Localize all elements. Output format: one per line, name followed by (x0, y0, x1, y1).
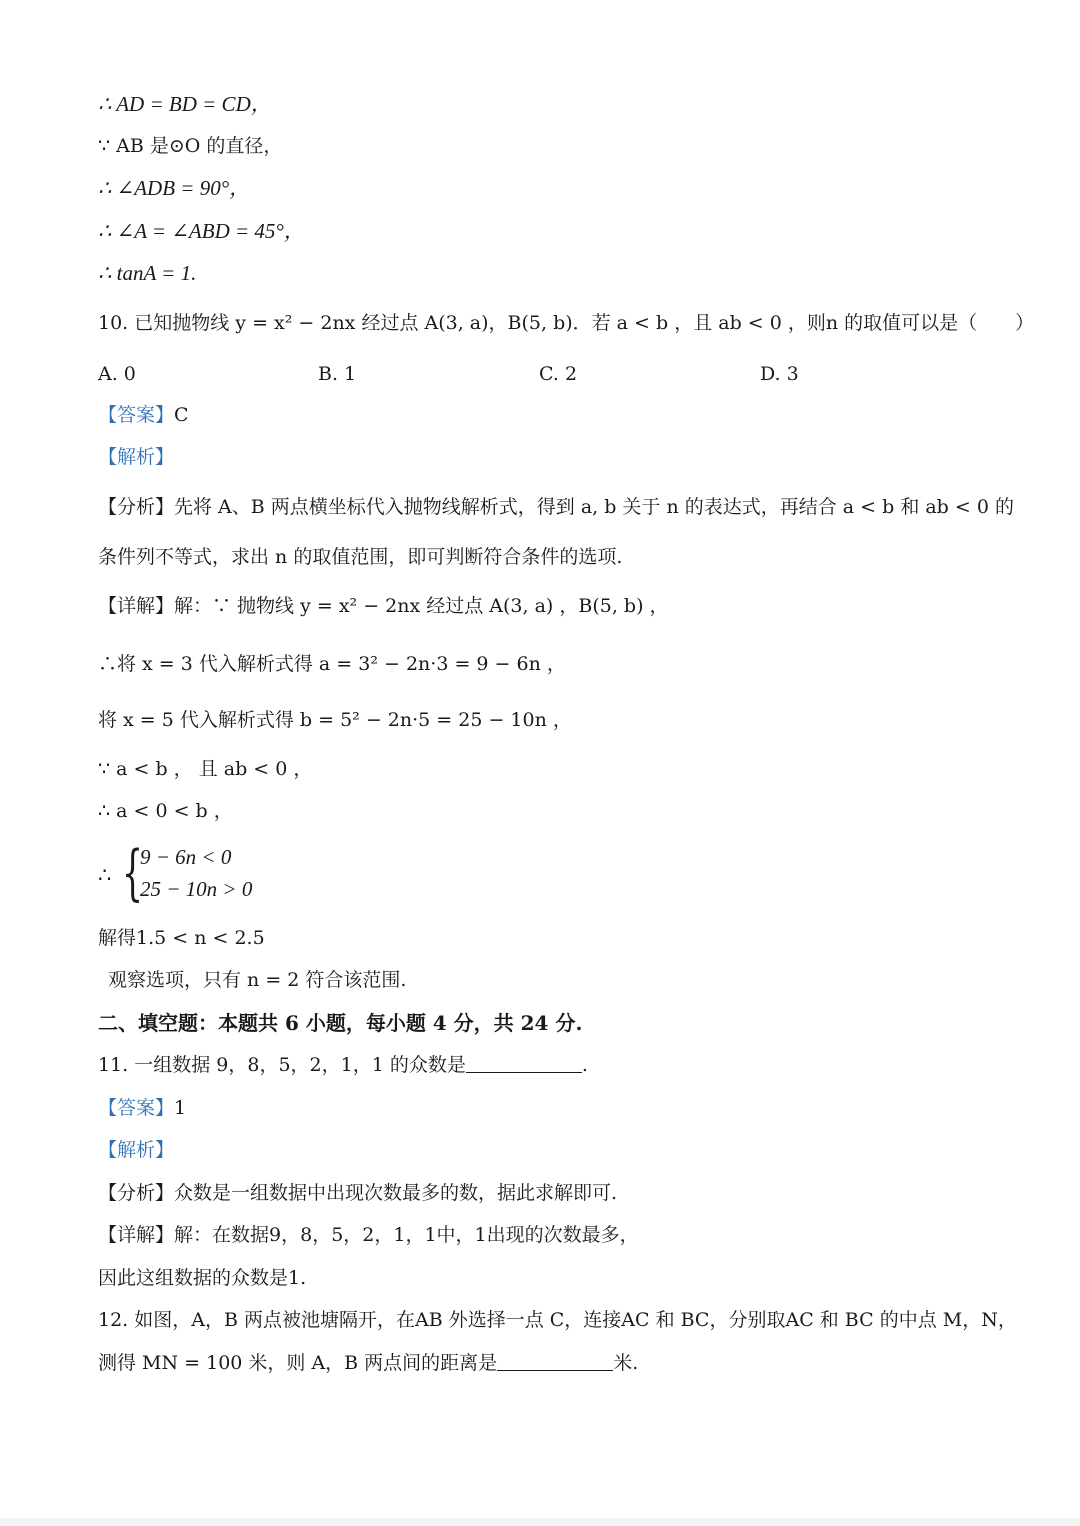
fenxi-tag: 【分析】 (98, 1182, 175, 1204)
q10-step-2: 将 x = 5 代入解析式得 b = 5² − 2n·5 = 25 − 10n ， (98, 709, 572, 731)
q10-answer: C (174, 404, 189, 426)
therefore-symbol: ∴ (98, 863, 112, 887)
q12-stem-row-2 (98, 1351, 638, 1375)
q10-step-1: ∴将 x = 3 代入解析式得 a = 3² − 2n·3 = 9 − 6n ， (98, 653, 566, 675)
q10-fenxi-row (98, 495, 1014, 519)
q11-fenxi-row (98, 1181, 617, 1205)
system-eq-2: 25 − 10n > 0 (140, 877, 253, 901)
q10-option-b: B. 1 (318, 363, 357, 385)
q10-fenxi-line-2: 条件列不等式，求出 n 的取值范围，即可判断符合条件的选项. (98, 546, 623, 568)
q10-xiangjie-row (98, 594, 669, 618)
proof-line-3: ∴ ∠ADB = 90°， (98, 176, 251, 200)
proof-line-2: ∵ AB 是⊙O 的直径， (98, 135, 283, 157)
q10-fenxi-text: 先将 A、B 两点横坐标代入抛物线解析式，得到 a, b 关于 n 的表达式，再结合 a < b 和 ab < 0 的 (174, 496, 1014, 518)
q10-xiangjie-text: 解：∵ 抛物线 y = x² − 2nx 经过点 A(3, a) ，B(5, b) ， (174, 595, 669, 617)
q11-xiangjie-row (98, 1223, 639, 1247)
q11-xiangjie-text: 解：在数据9，8，5，2，1，1中，1出现的次数最多， (174, 1224, 639, 1246)
q11-stem-row (98, 1053, 588, 1077)
answer-blank (497, 1352, 613, 1371)
q11-stem-end: . (581, 1054, 588, 1076)
system-eq-1: 9 − 6n < 0 (140, 845, 232, 869)
q10-option-a: A. 0 (98, 363, 136, 385)
q10-conclusion: 观察选项，只有 n = 2 符合该范围. (108, 969, 407, 991)
q12-stem-1: 12. 如图，A，B 两点被池塘隔开，在AB 外选择一点 C，连接AC 和 BC，分别取AC 和 BC 的中点 M，N， (98, 1309, 1017, 1331)
q11-stem: 11. 一组数据 9，8，5，2，1，1 的众数是 (98, 1054, 466, 1076)
xiangjie-tag: 【详解】 (98, 1224, 175, 1246)
section-2-heading: 二、填空题：本题共 6 小题，每小题 4 分，共 24 分. (98, 1011, 583, 1035)
q10-step-4: ∴ a < 0 < b ， (98, 800, 233, 822)
q11-answer-row (98, 1096, 186, 1120)
q11-analysis-tag: 【解析】 (98, 1139, 175, 1161)
q10-solve: 解得1.5 < n < 2.5 (98, 927, 265, 949)
q12-stem-2a: 测得 MN = 100 米，则 A，B 两点间的距离是 (98, 1352, 498, 1374)
proof-line-1: ∴ AD = BD = CD， (98, 92, 272, 116)
q11-fenxi-text: 众数是一组数据中出现次数最多的数，据此求解即可. (174, 1182, 618, 1204)
proof-line-4: ∴ ∠A = ∠ABD = 45°， (98, 219, 305, 243)
q10-stem: 10. 已知抛物线 y = x² − 2nx 经过点 A(3, a)，B(5, b)．若 a < b ，且 ab < 0 ，则n 的取值可以是（ ） (98, 312, 1035, 334)
q11-answer: 1 (174, 1097, 187, 1119)
q11-conclusion: 因此这组数据的众数是1. (98, 1267, 307, 1289)
xiangjie-tag: 【详解】 (98, 595, 175, 617)
answer-tag: 【答案】 (98, 404, 175, 426)
left-brace-icon: { (122, 838, 144, 908)
q10-option-d: D. 3 (760, 363, 799, 385)
q12-stem-2b: 米. (613, 1352, 639, 1374)
q10-analysis-tag: 【解析】 (98, 446, 175, 468)
q10-answer-row (98, 403, 189, 427)
page-bottom-edge (0, 1518, 1080, 1526)
proof-line-5: ∴ tanA = 1. (98, 261, 197, 285)
answer-tag: 【答案】 (98, 1097, 175, 1119)
q10-step-3: ∵ a < b ， 且 ab < 0 ， (98, 758, 313, 780)
answer-blank (466, 1054, 582, 1073)
q10-option-c: C. 2 (539, 363, 578, 385)
fenxi-tag: 【分析】 (98, 496, 175, 518)
